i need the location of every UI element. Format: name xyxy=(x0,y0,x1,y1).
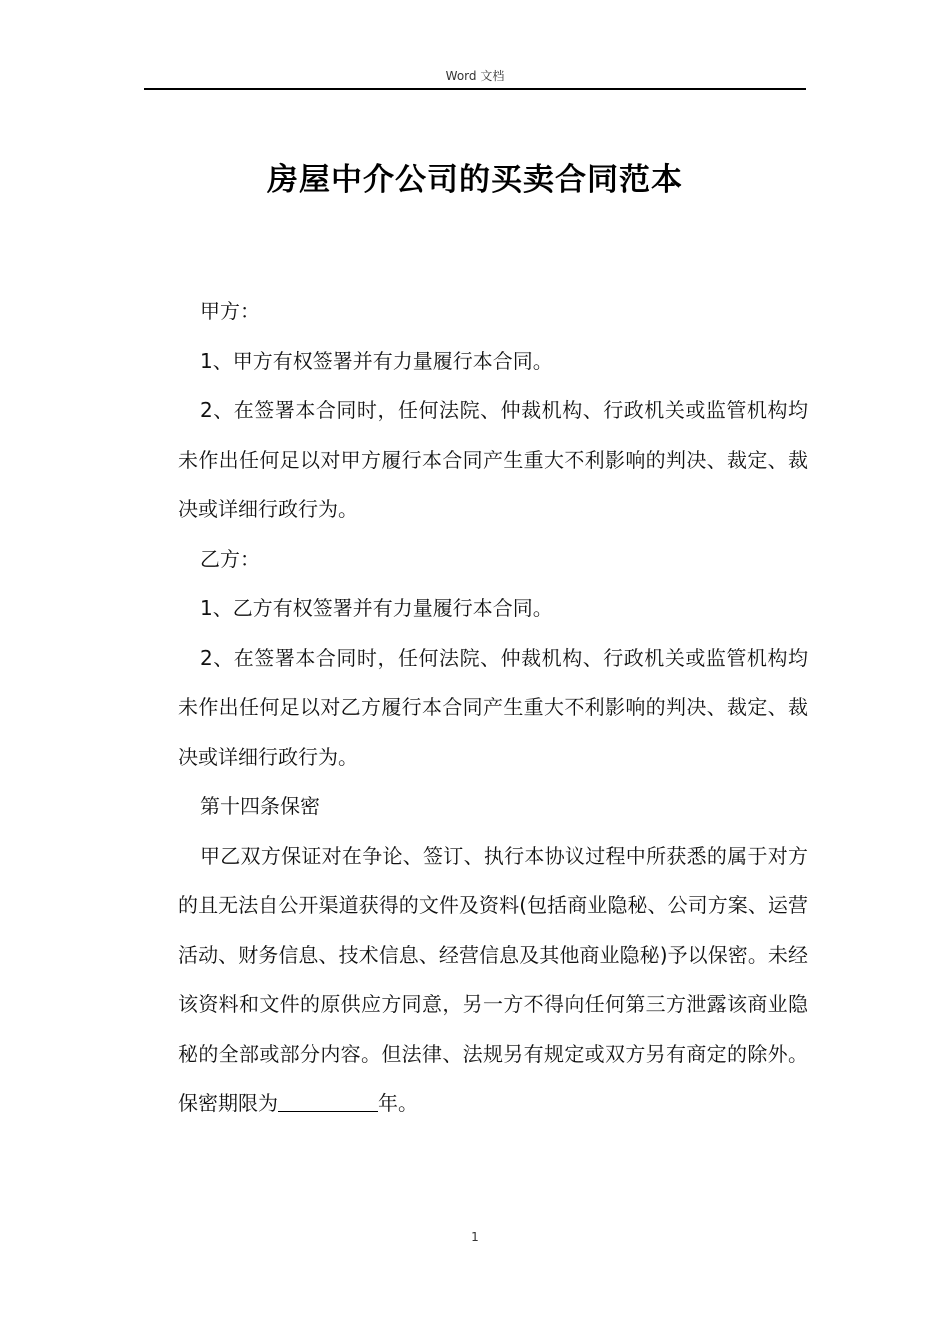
confidentiality-text: 甲乙双方保证对在争论、签订、执行本协议过程中所获悉的属于对方的且无法自公开渠道获得的文件及资料(包括商业隐秘、公司方案、运营活动、财务信息、技术信息、经营信息及其他商业隐秘)予以保密。未经该资料和文件的原供应方同意，另一方不得向任何第三方泄露该商业隐秘的全部或部分内容。但法律、法规另有规定或双方另有商定的除外。保密期限为 xyxy=(178,843,808,1115)
confidentiality-suffix: 年。 xyxy=(378,1091,418,1115)
paragraph: 甲方： xyxy=(200,299,260,323)
header-text: Word 文档 xyxy=(445,69,505,83)
page-number: 1 xyxy=(471,1230,479,1244)
section-heading: 第十四条保密 xyxy=(200,794,320,818)
document-body xyxy=(178,287,808,1129)
document-title: 房屋中介公司的买卖合同范本 xyxy=(267,162,683,198)
confidentiality-paragraph xyxy=(178,832,808,1129)
paragraph: 乙方： xyxy=(200,546,260,571)
paragraph: 1、乙方有权签署并有力量履行本合同。 xyxy=(200,596,553,620)
page-header xyxy=(144,66,806,90)
paragraph: 2、在签署本合同时，任何法院、仲裁机构、行政机关或监管机构均未作出任何足以对乙方履行本合同产生重大不利影响的判决、裁定、裁决或详细行政行为。 xyxy=(178,645,808,769)
fill-in-blank[interactable] xyxy=(278,1091,378,1112)
paragraph: 2、在签署本合同时，任何法院、仲裁机构、行政机关或监管机构均未作出任何足以对甲方履行本合同产生重大不利影响的判决、裁定、裁决或详细行政行为。 xyxy=(178,398,808,521)
paragraph: 1、甲方有权签署并有力量履行本合同。 xyxy=(200,348,553,373)
